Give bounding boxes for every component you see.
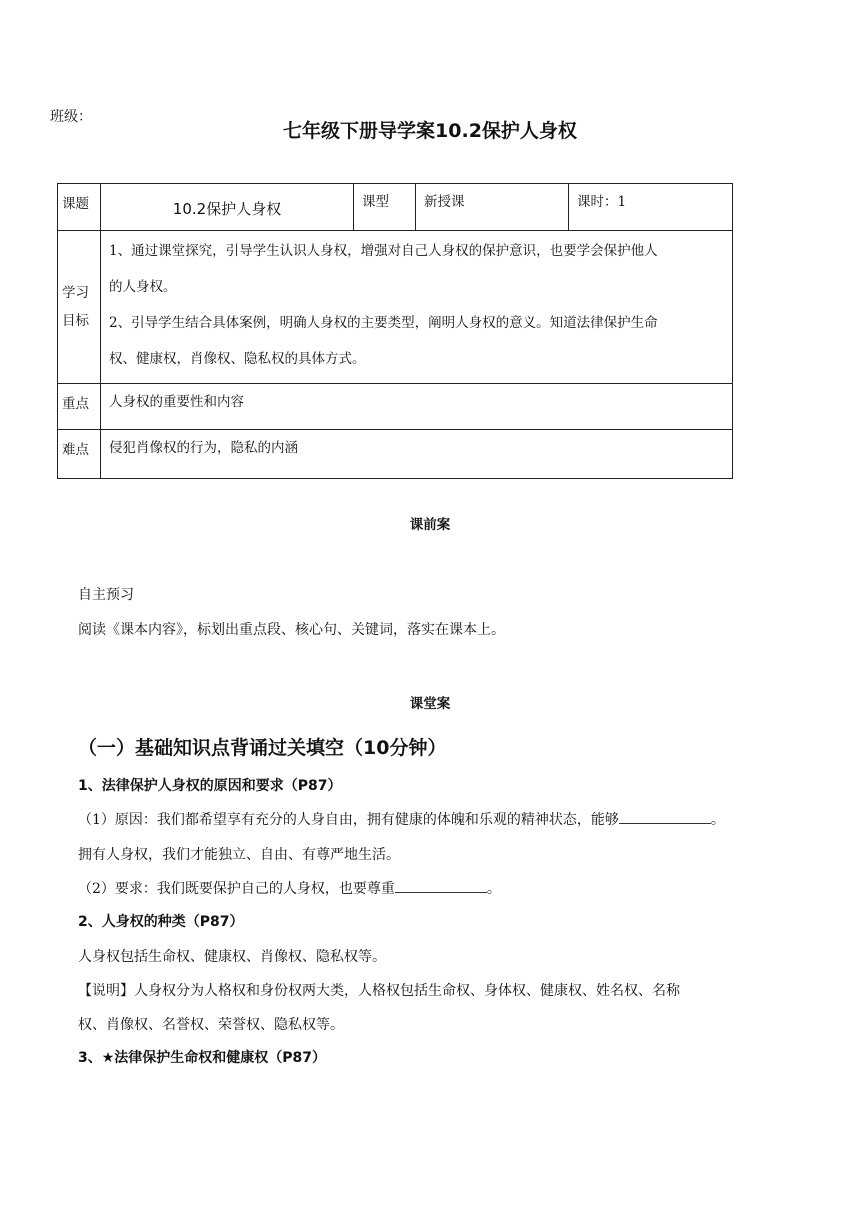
q1-req-suffix: 。 — [486, 881, 501, 897]
type-value: 新授课 — [416, 184, 569, 231]
question-3-title: 3、★法律保护生命权和健康权（P87） — [78, 1050, 327, 1066]
section-title: （一）基础知识点背诵过关填空（10分钟） — [78, 737, 447, 759]
q1-reason-prefix: （1）原因：我们都希望享有充分的人身自由，拥有健康的体魄和乐观的精神状态，能够 — [78, 812, 619, 828]
goals-text — [101, 231, 733, 384]
q1-req-prefix: （2）要求：我们既要保护自己的人身权，也要尊重 — [78, 881, 395, 897]
table-row — [58, 430, 733, 479]
q1-reason-line — [78, 809, 798, 829]
pre-class-instruction: 阅读《课本内容》，标划出重点段、核心句、关键词，落实在课本上。 — [78, 622, 505, 638]
fill-blank[interactable] — [619, 809, 711, 824]
self-study-label: 自主预习 — [78, 587, 134, 603]
type-label: 课型 — [354, 184, 416, 231]
in-class-heading: 课堂案 — [409, 696, 451, 712]
q2-note-line: 权、肖像权、名誉权、荣誉权、隐私权等。 — [78, 1017, 344, 1033]
goal-line: 权、健康权，肖像权、隐私权的具体方式。 — [109, 351, 366, 367]
key-point-value: 人身权的重要性和内容 — [101, 384, 733, 430]
key-point-label: 重点 — [58, 384, 101, 430]
goals-label — [58, 231, 101, 384]
question-2-title: 2、人身权的种类（P87） — [78, 914, 244, 930]
document-title: 七年级下册导学案10.2保护人身权 — [283, 120, 577, 142]
q1-reason-line2: 拥有人身权，我们才能独立、自由、有尊严地生活。 — [78, 847, 400, 863]
goals-label-line: 目标 — [62, 313, 89, 329]
topic-value: 10.2保护人身权 — [101, 184, 354, 231]
goal-line: 1、通过课堂探究，引导学生认识人身权，增强对自己人身权的保护意识，也要学会保护他人 — [109, 243, 658, 259]
table-row — [58, 384, 733, 430]
q2-note-line: 【说明】人身权分为人格权和身份权两大类，人格权包括生命权、身体权、健康权、姓名权、名称 — [78, 983, 680, 999]
goal-line: 的人身权。 — [109, 279, 177, 295]
topic-label: 课题 — [58, 184, 101, 231]
q1-reason-suffix: 。 — [710, 812, 725, 828]
difficulty-label: 难点 — [58, 430, 101, 479]
q1-requirement-line — [78, 878, 501, 898]
table-row — [58, 184, 733, 231]
goal-line: 2、引导学生结合具体案例，明确人身权的主要类型，阐明人身权的意义。知道法律保护生命 — [109, 315, 658, 331]
difficulty-value: 侵犯肖像权的行为，隐私的内涵 — [101, 430, 733, 479]
goals-label-line: 学习 — [62, 285, 89, 301]
table-row — [58, 231, 733, 384]
q2-text: 人身权包括生命权、健康权、肖像权、隐私权等。 — [78, 949, 386, 965]
question-1-title: 1、法律保护人身权的原因和要求（P87） — [78, 778, 342, 794]
fill-blank[interactable] — [395, 878, 487, 893]
hours-value: 课时：1 — [569, 184, 733, 231]
class-label: 班级： — [50, 109, 92, 125]
pre-class-heading: 课前案 — [409, 517, 451, 533]
lesson-info-table — [57, 183, 733, 479]
